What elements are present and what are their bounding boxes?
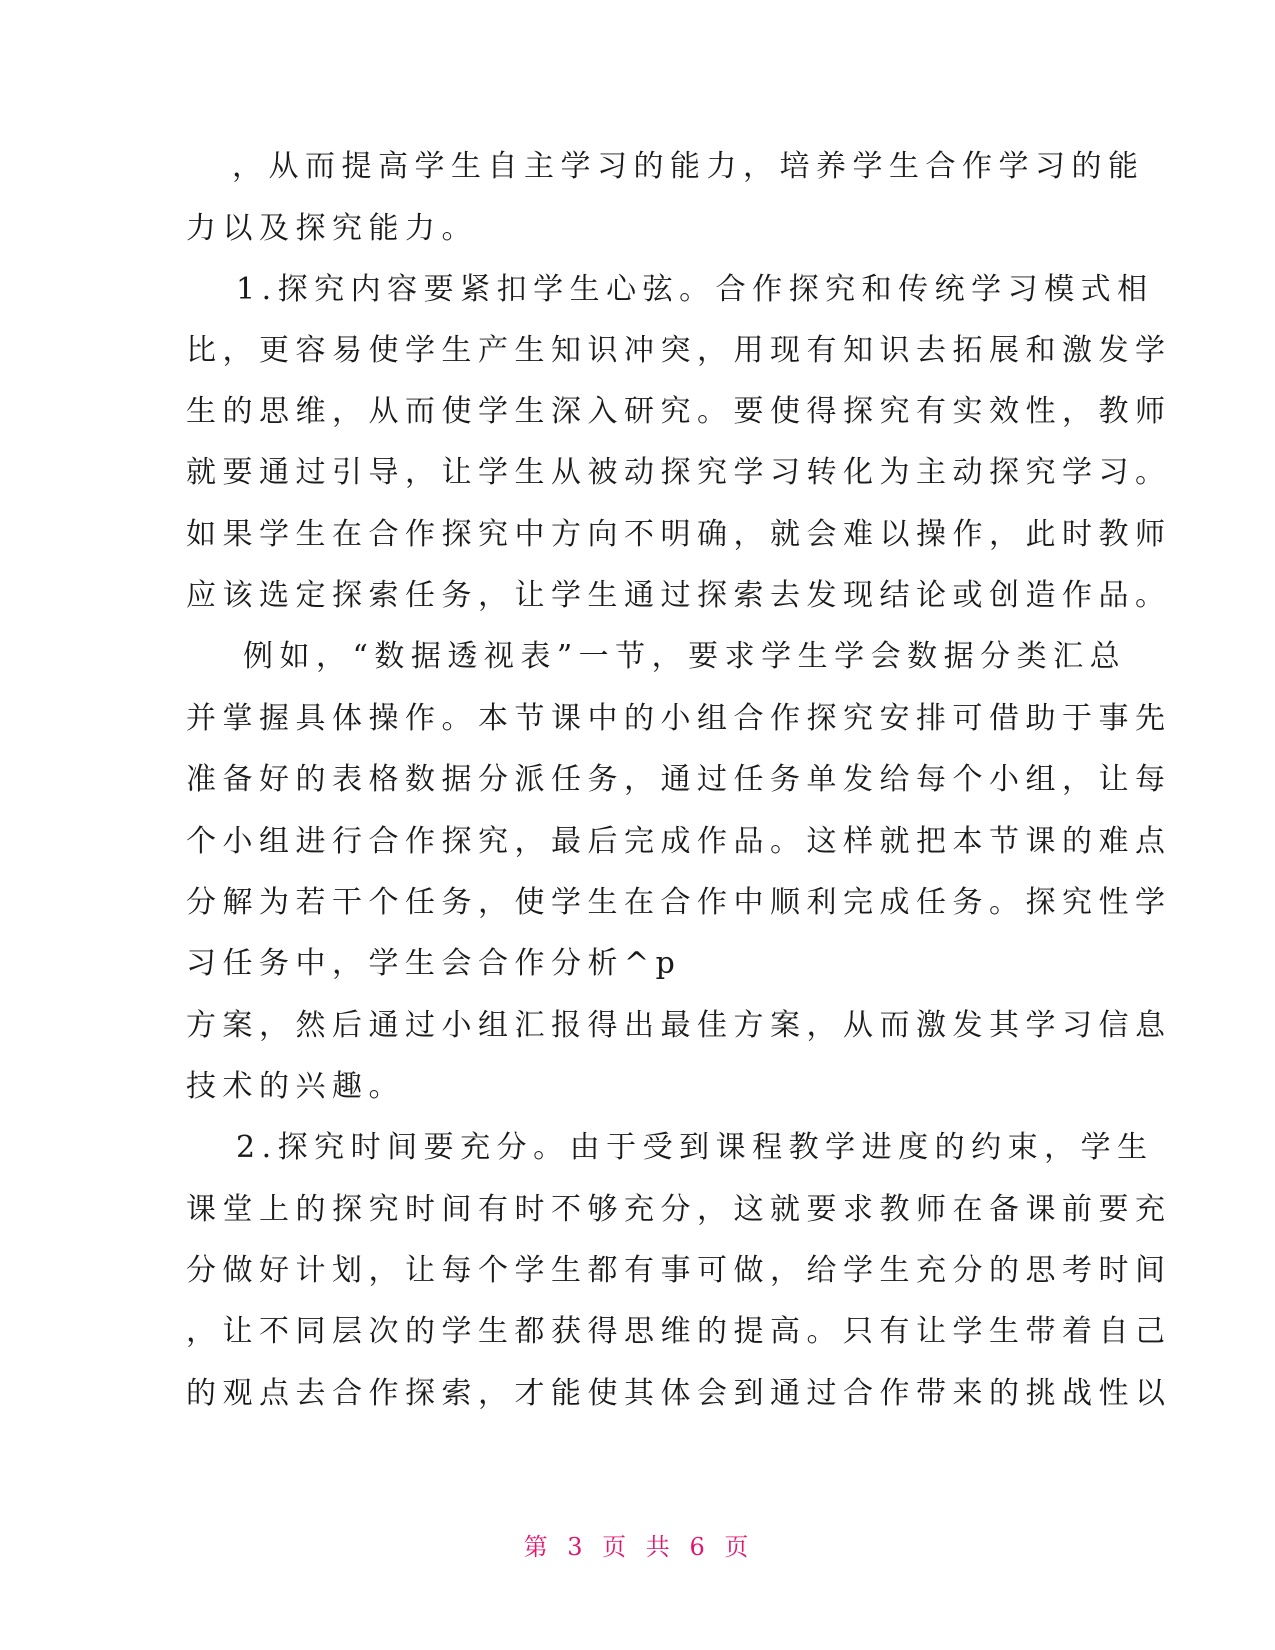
- text-line: ，让不同层次的学生都获得思维的提高。只有让学生带着自己: [186, 1314, 1172, 1349]
- text-line: 习任务中，学生会合作分析^p: [186, 946, 682, 981]
- text-line: 比，更容易使学生产生知识冲突，用现有知识去拓展和激发学: [186, 333, 1172, 368]
- text-line: 力以及探究能力。: [186, 211, 478, 246]
- text-line: 技术的兴趣。: [186, 1069, 405, 1104]
- text-line: 准备好的表格数据分派任务，通过任务单发给每个小组，让每: [186, 762, 1172, 797]
- page-number-footer: 第 3 页 共 6 页: [523, 1533, 752, 1561]
- text-line: 生的思维，从而使学生深入研究。要使得探究有实效性，教师: [186, 394, 1172, 429]
- text-line: 例如，“数据透视表”一节，要求学生学会数据分类汇总: [243, 639, 1127, 674]
- text-line: 并掌握具体操作。本节课中的小组合作探究安排可借助于事先: [186, 701, 1172, 736]
- text-line: 应该选定探索任务，让学生通过探索去发现结论或创造作品。: [186, 578, 1172, 613]
- text-line: 分解为若干个任务，使学生在合作中顺利完成任务。探究性学: [186, 885, 1172, 920]
- text-line: 方案，然后通过小组汇报得出最佳方案，从而激发其学习信息: [186, 1008, 1172, 1043]
- text-line: 的观点去合作探索，才能使其体会到通过合作带来的挑战性以: [186, 1376, 1172, 1411]
- text-line: 1.探究内容要紧扣学生心弦。合作探究和传统学习模式相: [236, 272, 1154, 307]
- text-line: 课堂上的探究时间有时不够充分，这就要求教师在备课前要充: [186, 1192, 1172, 1227]
- text-line: 2.探究时间要充分。由于受到课程教学进度的约束，学生: [236, 1130, 1154, 1165]
- text-line: 分做好计划，让每个学生都有事可做，给学生充分的思考时间: [186, 1253, 1172, 1288]
- text-line: ，从而提高学生自主学习的能力，培养学生合作学习的能: [232, 149, 1145, 184]
- text-line: 如果学生在合作探究中方向不明确，就会难以操作，此时教师: [186, 517, 1172, 552]
- text-line: 个小组进行合作探究，最后完成作品。这样就把本节课的难点: [186, 824, 1172, 859]
- text-line: 就要通过引导，让学生从被动探究学习转化为主动探究学习。: [186, 455, 1172, 490]
